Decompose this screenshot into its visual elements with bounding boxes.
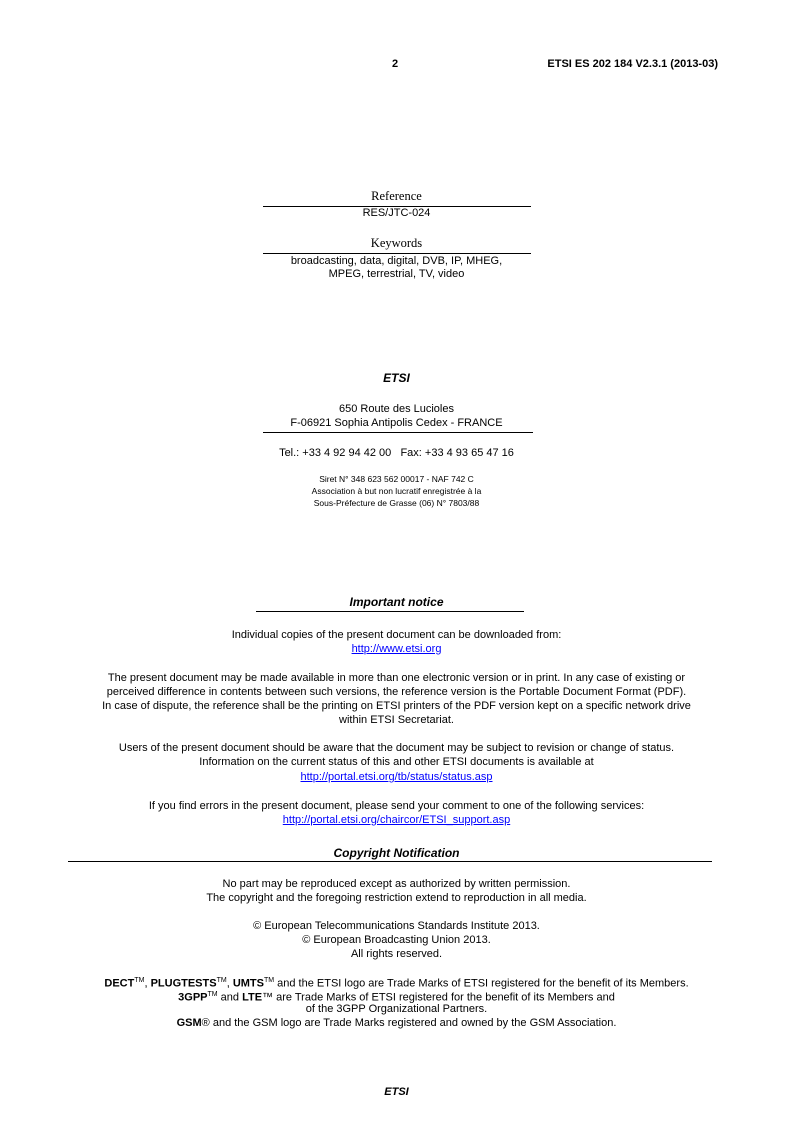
tm-sup: TM — [207, 991, 218, 998]
tm-text: and the ETSI logo are Trade Marks of ETSI registered for the benefit of its Members. — [274, 977, 689, 990]
tm-text: ® and the GSM logo are Trade Marks registered and owned by the GSM Association. — [201, 1017, 617, 1029]
copyright-title: Copyright Notification — [333, 846, 460, 860]
tm-text: and — [217, 991, 243, 1004]
notice-text: Users of the present document should be aware that the document may be subject to revision or change of status. — [118, 742, 675, 754]
notice-text: Information on the current status of this and other ETSI documents is available at — [199, 756, 594, 768]
tm-text: ™ are Trade Marks of ETSI registered for the benefit of its Members and — [262, 991, 615, 1004]
copyright-text: All rights reserved. — [350, 948, 443, 960]
tel-fax: Tel.: +33 4 92 94 42 00 Fax: +33 4 93 65 47 16 — [279, 447, 514, 459]
org-name: ETSI — [383, 371, 410, 385]
copyright-text: No part may be reproduced except as authorized by written permission. — [222, 878, 571, 890]
tm-3gpp: 3GPP — [178, 991, 208, 1004]
notice-text: If you find errors in the present document, please send your comment to one of the following services: — [148, 800, 645, 812]
reference-value: RES/JTC-024 — [362, 207, 431, 219]
address-line: 650 Route des Lucioles — [339, 403, 454, 415]
keywords-line: MPEG, terrestrial, TV, video — [328, 268, 465, 280]
support-link[interactable]: http://portal.etsi.org/chaircor/ETSI_support.asp — [282, 814, 511, 826]
tm-sup: TM — [134, 977, 145, 984]
footer: ETSI — [384, 1086, 409, 1098]
tm-sup: TM — [216, 977, 227, 984]
keywords-line: broadcasting, data, digital, DVB, IP, MHEG, — [290, 255, 503, 267]
copyright-text: © European Broadcasting Union 2013. — [302, 934, 491, 946]
notice-text: In case of dispute, the reference shall be the printing on ETSI printers of the PDF version kept on a specific network drive — [102, 700, 691, 712]
trademark-line: DECT™, PLUGTESTS™, UMTS™ and the ETSI logo are Trade Marks of ETSI registered for the benefit of its Members. — [104, 977, 689, 990]
siret-line: Association à but non lucratif enregistrée à la — [311, 486, 482, 496]
copyright-text: © European Telecommunications Standards Institute 2013. — [253, 920, 540, 932]
trademark-line — [0, 1016, 793, 1030]
status-link[interactable]: http://portal.etsi.org/tb/status/status.asp — [300, 771, 493, 783]
tm-plugtests: PLUGTESTS — [150, 977, 217, 990]
tm-sup: TM — [263, 977, 275, 984]
page-number: 2 — [392, 58, 399, 70]
tm-gsm: GSM — [176, 1017, 202, 1029]
copyright-text: The copyright and the foregoing restriction extend to reproduction in all media. — [206, 892, 587, 904]
etsi-link[interactable]: http://www.etsi.org — [351, 643, 442, 655]
divider — [68, 861, 712, 862]
document-id: ETSI ES 202 184 V2.3.1 (2013-03) — [547, 58, 718, 70]
keywords-label: Keywords — [370, 236, 423, 250]
tm-lte: LTE — [242, 991, 263, 1004]
reference-label: Reference — [371, 189, 422, 203]
tm-dect: DECT — [104, 977, 135, 990]
divider — [263, 432, 533, 433]
notice-text: perceived difference in contents between such versions, the reference version is the Portable Document Format (PDF). — [106, 686, 687, 698]
siret-line: Siret N° 348 623 562 00017 - NAF 742 C — [319, 474, 474, 484]
trademark-line: of the 3GPP Organizational Partners. — [305, 1003, 488, 1015]
siret-line: Sous-Préfecture de Grasse (06) N° 7803/88 — [313, 498, 480, 508]
notice-text: Individual copies of the present document can be downloaded from: — [231, 629, 562, 641]
notice-text: The present document may be made available in more than one electronic version or in print. In any case of existing or — [107, 672, 686, 684]
tm-umts: UMTS — [232, 977, 264, 990]
divider — [256, 611, 524, 612]
address-line: F-06921 Sophia Antipolis Cedex - FRANCE — [290, 417, 503, 429]
important-notice-title: Important notice — [349, 595, 444, 609]
notice-text: within ETSI Secretariat. — [339, 714, 454, 726]
